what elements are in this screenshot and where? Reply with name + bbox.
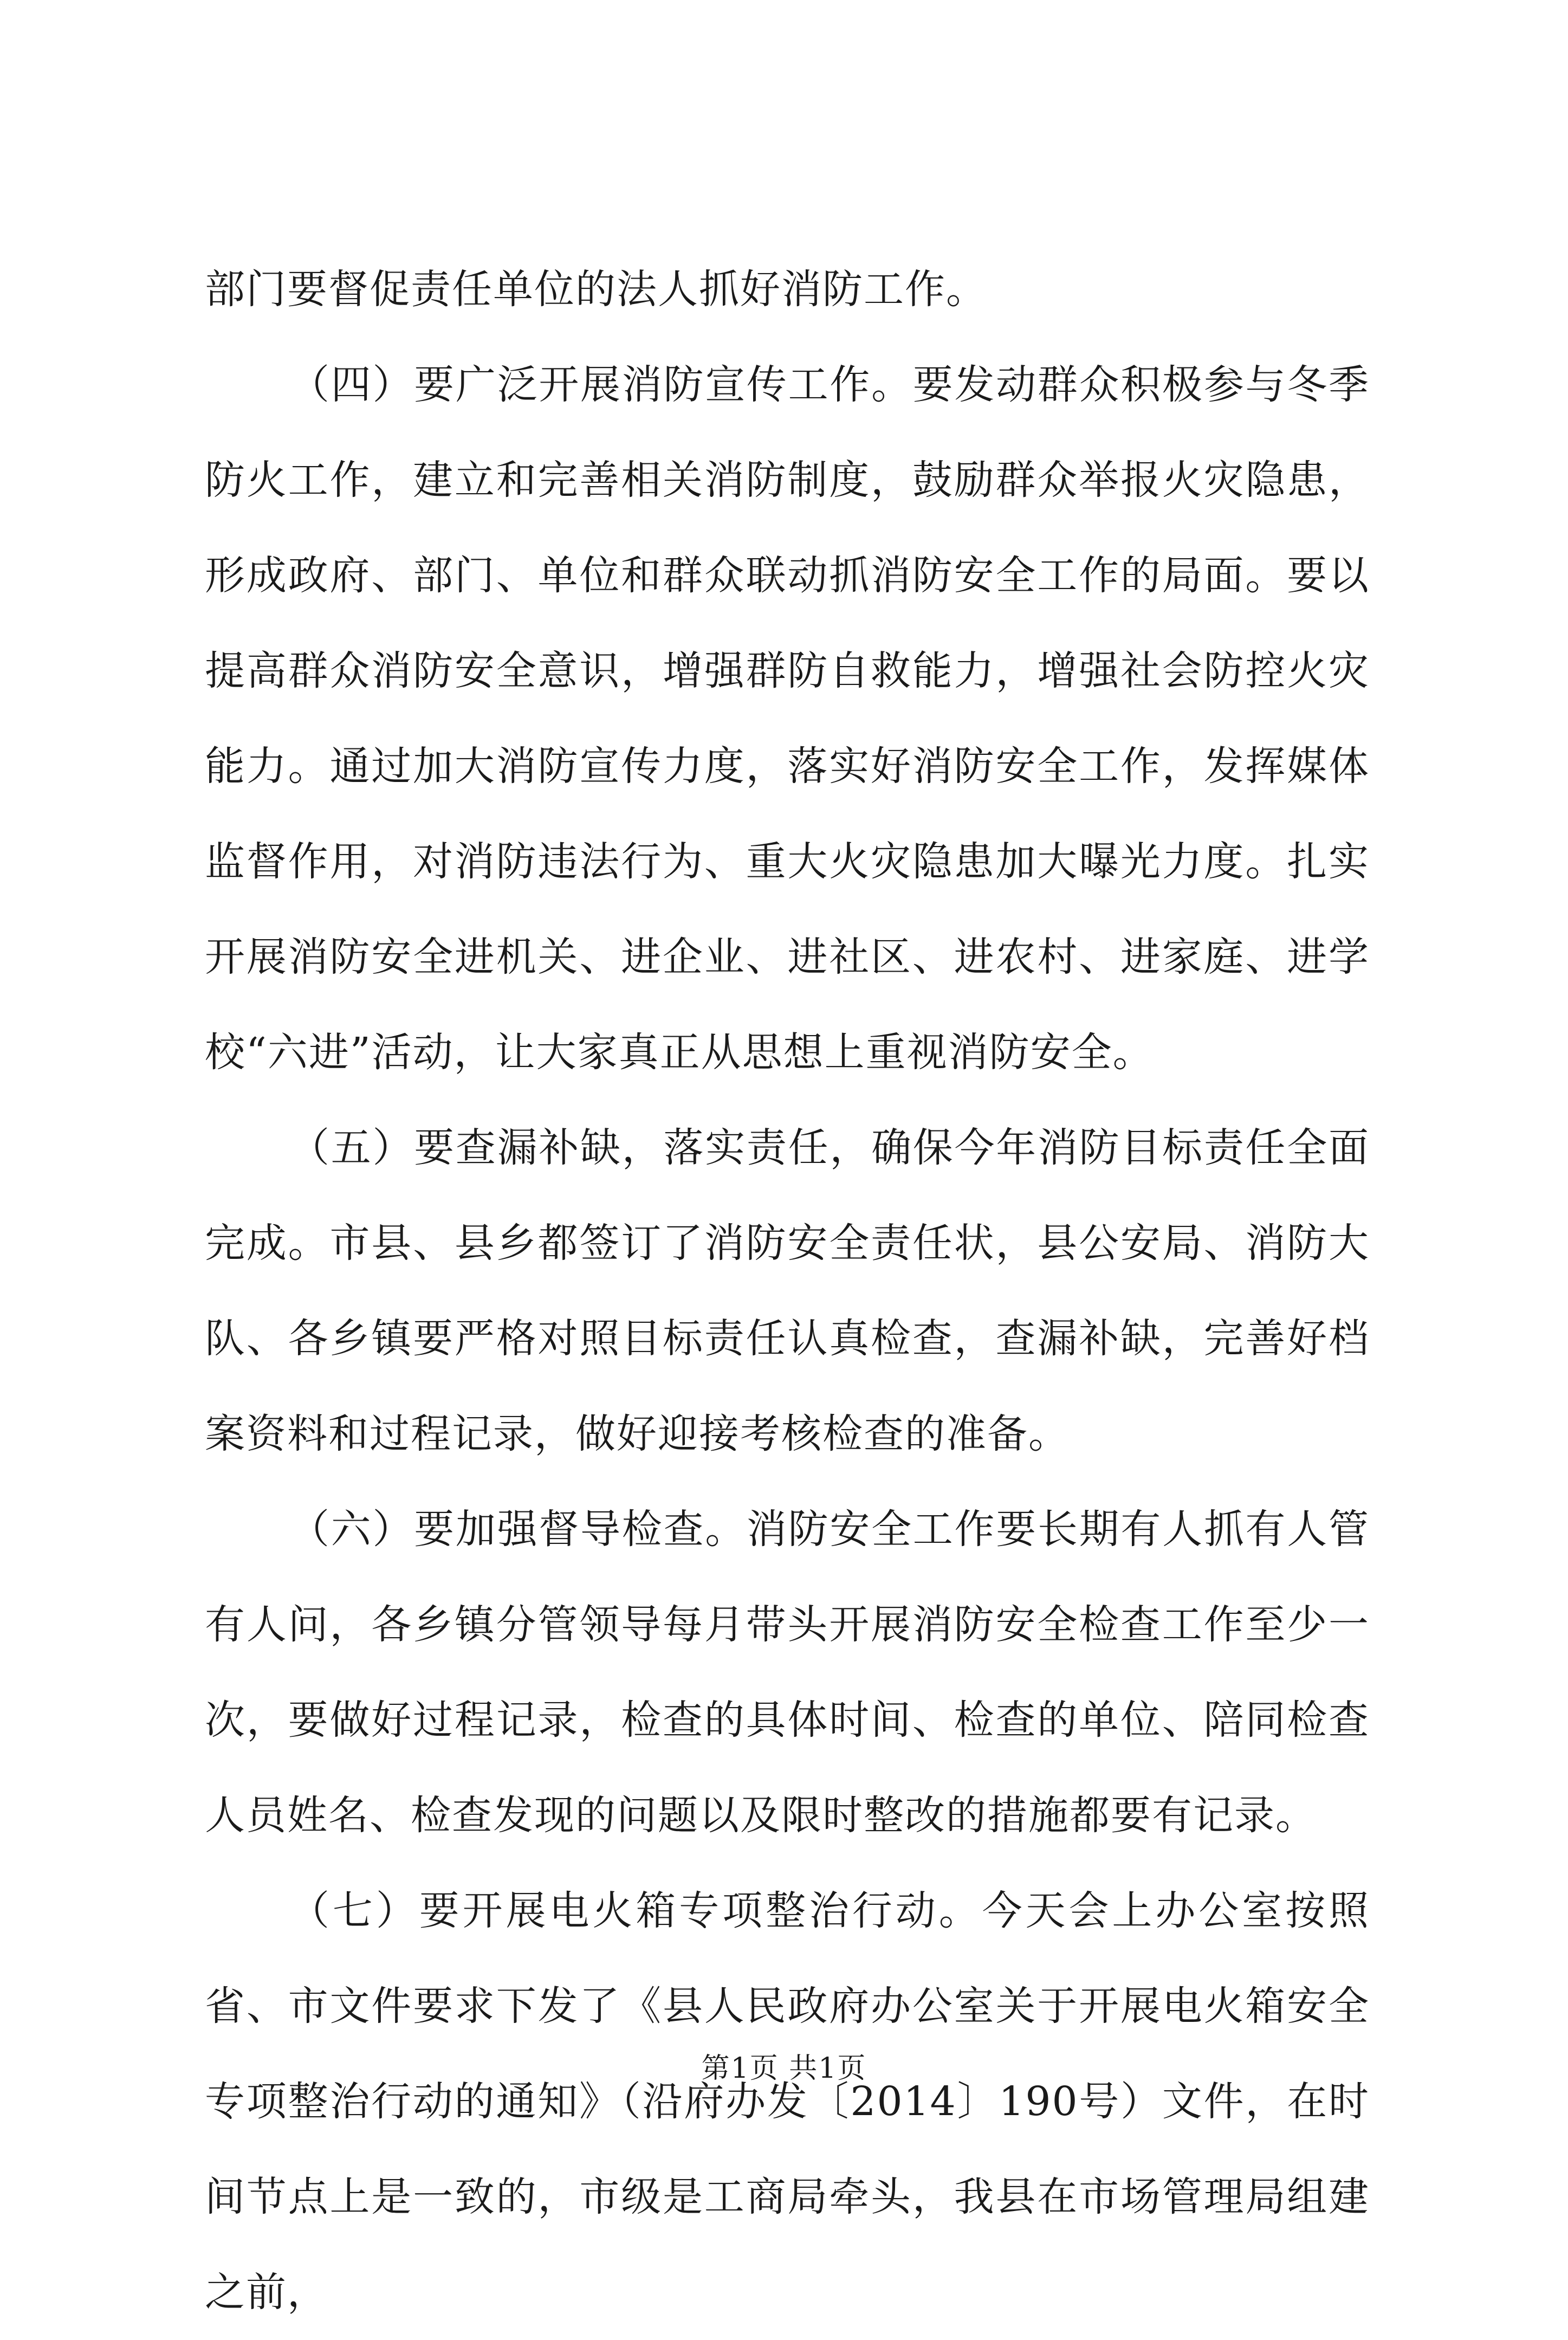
paragraph-section-6: （六）要加强督导检查。消防安全工作要长期有人抓有人管有人问，各乡镇分管领导每月带头开展消防安全检查工作至少一次，要做好过程记录，检查的具体时间、检查的单位、陪同检查人员姓名、检查发现的问题以及限时整改的措施都要有记录。	[205, 1506, 1370, 1839]
paragraph-continuation: 部门要督促责任单位的法人抓好消防工作。	[205, 266, 987, 313]
page-number-footer: 第1页 共1页	[701, 2052, 867, 2085]
paragraph-section-5: （五）要查漏补缺，落实责任，确保今年消防目标责任全面完成。市县、县乡都签订了消防安全责任状，县公安局、消防大队、各乡镇要严格对照目标责任认真检查，查漏补缺，完善好档案资料和过程记录，做好迎接考核检查的准备。	[205, 1124, 1370, 1457]
paragraph-section-7: （七）要开展电火箱专项整治行动。今天会上办公室按照省、市文件要求下发了《县人民政府办公室关于开展电火箱安全专项整治行动的通知》（沿府办发〔2014〕190号）文件，在时间节点上是一致的，市级是工商局牵头，我县在市场管理局组建之前，	[205, 1887, 1370, 2316]
document-body	[205, 242, 1370, 2340]
paragraph-section-4: （四）要广泛开展消防宣传工作。要发动群众积极参与冬季防火工作，建立和完善相关消防制度，鼓励群众举报火灾隐患，形成政府、部门、单位和群众联动抓消防安全工作的局面。要以提高群众消防安全意识，增强群防自救能力，增强社会防控火灾能力。通过加大消防宣传力度，落实好消防安全工作，发挥媒体监督作用，对消防违法行为、重大火灾隐患加大曝光力度。扎实开展消防安全进机关、进企业、进社区、进农村、进家庭、进学校“六进”活动，让大家真正从思想上重视消防安全。	[205, 361, 1370, 1076]
